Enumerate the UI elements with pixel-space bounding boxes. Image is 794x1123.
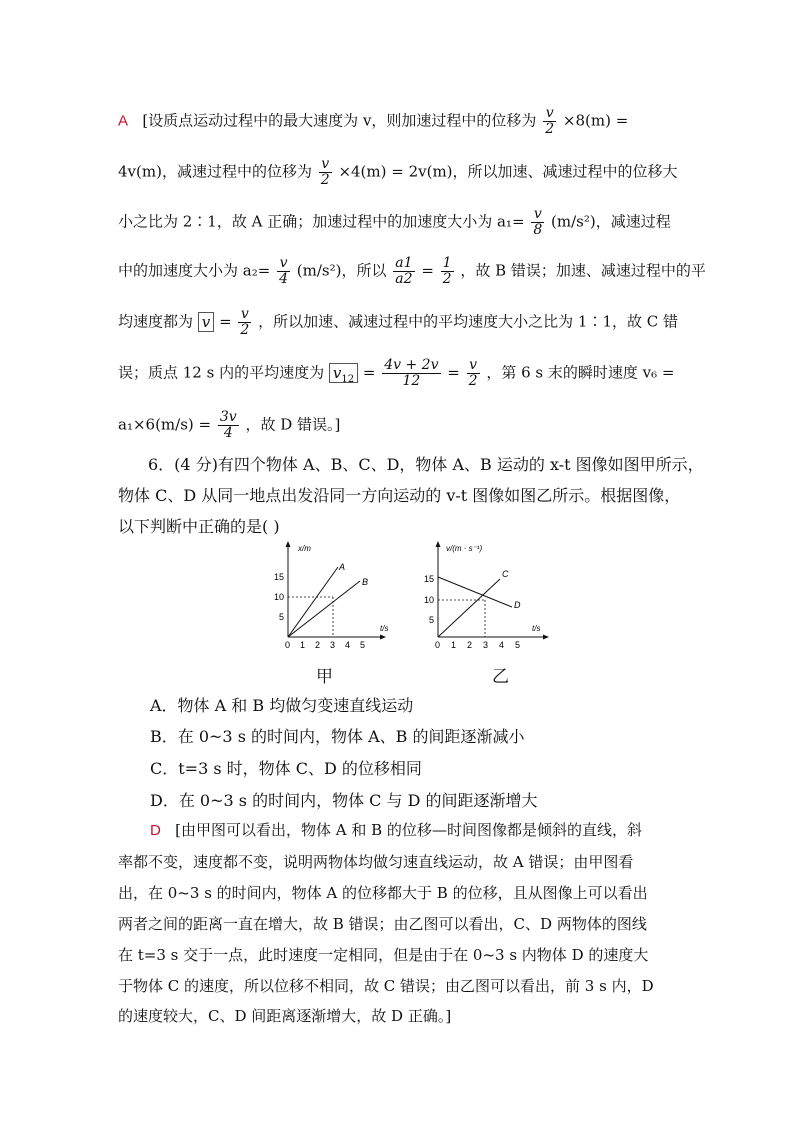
sol6-line-7: 的速度较大，C、D 间距离逐渐增大，故 D 正确。] — [118, 1007, 452, 1025]
sol5-line-3: 小之比为 2∶1，故 A 正确；加速过程中的加速度大小为 a₁= $\frac{v}{8}$ (m/s²)，减速过程 — [118, 206, 671, 238]
xtick: 5 — [360, 640, 366, 650]
sol6-line-2: 率都不变，速度都不变，说明两物体均做匀速直线运动，故 A 错误；由甲图看 — [118, 853, 634, 871]
caption-jia: 甲 — [316, 667, 333, 687]
sol5-line-2: 4v(m)，减速过程中的位移为 $\frac{v}{2}$ ×4(m) = 2v(m)，所以加速、减速过程中的位移大 — [118, 156, 678, 188]
sol5-line-7: a₁×6(m/s) = $\frac{3v}{4}$ ，故 D 错误。] — [118, 409, 341, 441]
xtick: 4 — [499, 640, 505, 650]
xtick: 0 — [285, 640, 291, 650]
xtick: 3 — [483, 640, 489, 650]
fraction: $\frac{v}{8}$ — [533, 206, 543, 238]
xtick: 2 — [315, 640, 321, 650]
xtick: 1 — [300, 640, 306, 650]
ytick: 5 — [429, 615, 435, 625]
xtick: 2 — [467, 640, 473, 650]
label-c: C — [502, 569, 509, 579]
label-b: B — [362, 577, 369, 587]
graph-jia — [270, 537, 390, 655]
caption-yi: 乙 — [492, 667, 509, 687]
sol6-answer: D — [150, 822, 161, 839]
q6-line-1: 6．(4 分)有四个物体 A、B、C、D，物体 A、B 运动的 x-t 图像如图甲所示， — [148, 455, 704, 474]
ytick: 15 — [424, 574, 435, 584]
xlabel: t/s — [532, 624, 541, 633]
line-c — [438, 579, 500, 637]
graph-yi — [420, 537, 555, 655]
fraction: $\frac{v}{2}$ — [240, 306, 250, 338]
xlabel: t/s — [380, 624, 389, 633]
fraction: $\frac{v}{2}$ — [545, 105, 555, 137]
sol6-line-4: 两者之间的距离一直在增大，故 B 错误；由乙图可以看出，C、D 两物体的图线 — [118, 915, 647, 933]
xtick: 3 — [330, 640, 336, 650]
sol5-line-6: 误；质点 12 s 内的平均速度为 $v_{12}$ = $\frac{4v + 2v}{12}$ = $\frac{v}{2}$ ，第 6 s 末的瞬时速度 v₆ = — [118, 357, 675, 389]
vbar-symbol: v — [198, 312, 214, 332]
xtick: 1 — [451, 640, 457, 650]
line-a — [288, 567, 338, 637]
sol6-line-1: D [由甲图可以看出，物体 A 和 B 的位移—时间图像都是倾斜的直线，斜 — [150, 821, 642, 839]
fraction: $\frac{4v + 2v}{12}$ — [384, 357, 439, 389]
sol5-line-5: 均速度都为 v = $\frac{v}{2}$ ，所以加速、减速过程中的平均速度大小之比为 1∶1，故 C 错 — [118, 306, 678, 338]
vbar12-symbol: $v_{12}$ — [329, 363, 358, 383]
fraction: $\frac{a1}{a2}$ — [395, 255, 413, 287]
q6-line-2: 物体 C、D 从同一地点出发沿同一方向运动的 v-t 图像如图乙所示。根据图像， — [118, 486, 681, 505]
sol6-line-3: 出，在 0~3 s 的时间内，物体 A 的位移都大于 B 的位移，且从图像上可以看出 — [118, 884, 648, 902]
label-a: A — [339, 562, 346, 572]
fraction: $\frac{v}{2}$ — [320, 156, 330, 188]
sol5-answer: A — [118, 112, 129, 130]
xtick: 0 — [435, 640, 441, 650]
sol6-line-6: 于物体 C 的速度，所以位移不相同，故 C 错误；由乙图可以看出，前 3 s 内，D — [118, 977, 654, 995]
ytick: 10 — [274, 592, 285, 602]
option-a: A．物体 A 和 B 均做匀变速直线运动 — [150, 696, 414, 715]
sol5-line-1: A [设质点运动过程中的最大速度为 v，则加速过程中的位移为 $\frac{v}{2}$ ×8(m) = — [118, 105, 629, 137]
y-axis-arrow — [436, 541, 441, 547]
ytick: 15 — [274, 572, 285, 582]
option-d: D．在 0~3 s 的时间内，物体 C 与 D 的间距逐渐增大 — [150, 791, 538, 810]
ytick: 5 — [279, 612, 285, 622]
y-axis-arrow — [286, 541, 291, 547]
ytick: 10 — [424, 595, 435, 605]
line-b — [288, 581, 360, 637]
q6-line-3: 以下判断中正确的是( ) — [118, 517, 280, 536]
x-axis-arrow — [380, 635, 386, 640]
sol5-line-4: 中的加速度大小为 a₂= $\frac{v}{4}$ (m/s²)，所以 $\frac{a1}{a2}$ = $\frac{1}{2}$ ，故 B 错误；加速、减速过程中的平 — [118, 255, 706, 287]
ylabel: x/m — [298, 544, 311, 553]
sol6-line-5: 在 t=3 s 交于一点，此时速度一定相同，但是由于在 0~3 s 内物体 D 的速度大 — [118, 946, 649, 964]
x-axis-arrow — [543, 635, 549, 640]
fraction: $\frac{3v}{4}$ — [219, 409, 237, 441]
xtick: 5 — [515, 640, 521, 650]
fraction: $\frac{1}{2}$ — [442, 255, 452, 287]
fraction: $\frac{v}{2}$ — [468, 357, 478, 389]
ylabel: v/(m · s⁻¹) — [446, 544, 483, 553]
label-d: D — [514, 600, 521, 610]
option-c: C．t=3 s 时，物体 C、D 的位移相同 — [150, 759, 422, 778]
xtick: 4 — [345, 640, 351, 650]
fraction: $\frac{v}{4}$ — [279, 255, 288, 287]
option-b: B．在 0~3 s 的时间内，物体 A、B 的间距逐渐减小 — [150, 727, 525, 746]
